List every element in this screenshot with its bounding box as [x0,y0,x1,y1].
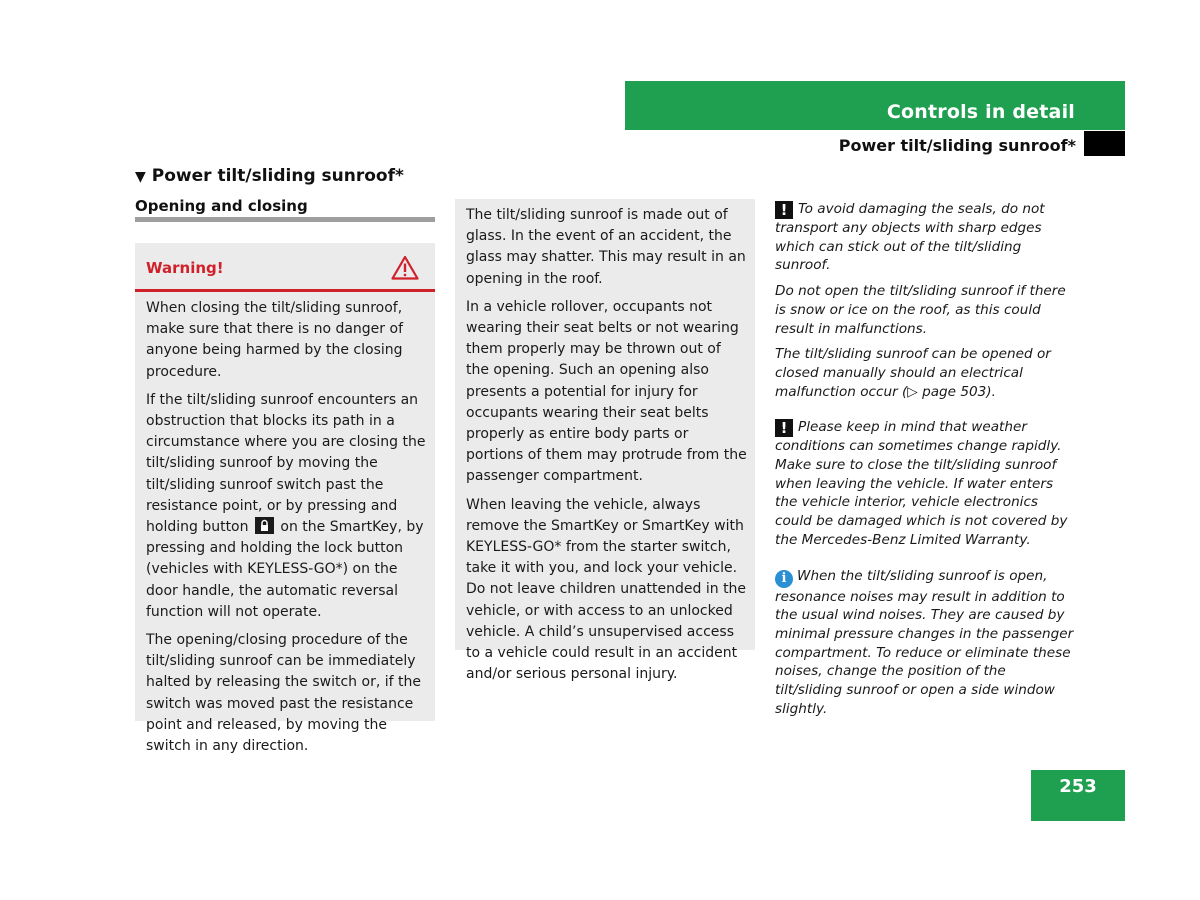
warning-text: If the tilt/sliding sunroof encounters an obstruction that blocks its path in a circumstance where you are closing the tilt/sliding sunroof by moving the tilt/sliding sunroof switch past the resistance point, or by pressing and holding button [146,391,426,536]
chapter-header-bar [625,81,1125,130]
body-paragraph: When leaving the vehicle, always remove the SmartKey or SmartKey with KEYLESS-GO* from the starter switch, take it with you, and lock your vehicle. Do not leave children unattended in the vehicle, or with access to an unlocked vehicle. A child’s unsupervised access to a vehicle could result in an accident and/or serious personal injury. [466,496,747,683]
chapter-title: Controls in detail [886,101,1075,123]
caution-exclamation-icon: ! [775,419,793,437]
warning-text: on the SmartKey, by pressing and holding the lock button (vehicles with KEYLESS-GO*) on the door handle, the automatic reversal function will not operate. [146,519,424,620]
section-title [135,166,404,186]
section-running-head: Power tilt/sliding sunroof* [838,136,1076,155]
note-paragraph [775,200,1077,275]
warning-triangle-icon [391,255,419,284]
note-text: Please keep in mind that weather conditions can sometimes change rapidly. Make sure to close the tilt/sliding sunroof when leaving the vehicle. If water enters the vehicle interior, vehicle electronics could be damaged which is not covered by the Mercedes-Benz Limited Warranty. [775,419,1068,548]
thumb-tab [1084,131,1125,156]
warning-paragraph: When closing the tilt/sliding sunroof, make sure that there is no danger of anyone being harmed by the closing procedure. [146,300,403,380]
body-paragraph: In a vehicle rollover, occupants not wearing their seat belts or not wearing them properly may be thrown out of the opening. Such an opening also presents a potential for injury for occupants wearing their seat belts properly as entire body parts or portions of them may protrude from the passenger compartment. [466,298,747,485]
note-text: To avoid damaging the seals, do not transport any objects with sharp edges which can stick out of the tilt/sliding sunroof. [775,201,1045,274]
triangle-down-icon: ▼ [135,169,146,185]
warning-paragraph: The opening/closing procedure of the tilt/sliding sunroof can be immediately halted by releasing the switch or, if the switch was moved past the resistance point and released, by moving the switch in any direction. [146,632,421,755]
info-icon: i [775,570,793,588]
page-number-box [1031,770,1125,821]
section-title-text: Power tilt/sliding sunroof* [151,166,404,186]
note-paragraph [775,567,1077,719]
warning-box [135,243,435,755]
body-paragraph: The tilt/sliding sunroof is made out of glass. In the event of an accident, the glass may shatter. This may result in an opening in the roof. [466,207,746,287]
warning-body [146,298,428,764]
warning-continued-body [466,205,748,692]
warning-continued-box [455,199,755,683]
note-paragraph: The tilt/sliding sunroof can be opened or closed manually should an electrical malfunction occur (▷ page 503). [775,346,1051,400]
warning-header [135,243,435,292]
warning-paragraph [146,390,428,623]
subsection-title: Opening and closing [135,197,308,215]
note-text: When the tilt/sliding sunroof is open, resonance noises may result in addition to the usual wind noises. They are caused by minimal pressure changes in the passenger compartment. To reduce or eliminate these noises, change the position of the tilt/sliding sunroof or open a side window slightly. [775,567,1074,717]
lock-key-icon [255,517,274,534]
page-number: 253 [1059,776,1097,797]
note-paragraph: Do not open the tilt/sliding sunroof if there is snow or ice on the roof, as this could result in malfunctions. [775,283,1066,337]
warning-label: Warning! [146,259,224,277]
note-paragraph [775,418,1077,549]
caution-exclamation-icon: ! [775,201,793,219]
notes-column [775,200,1077,725]
section-rule [135,217,435,222]
